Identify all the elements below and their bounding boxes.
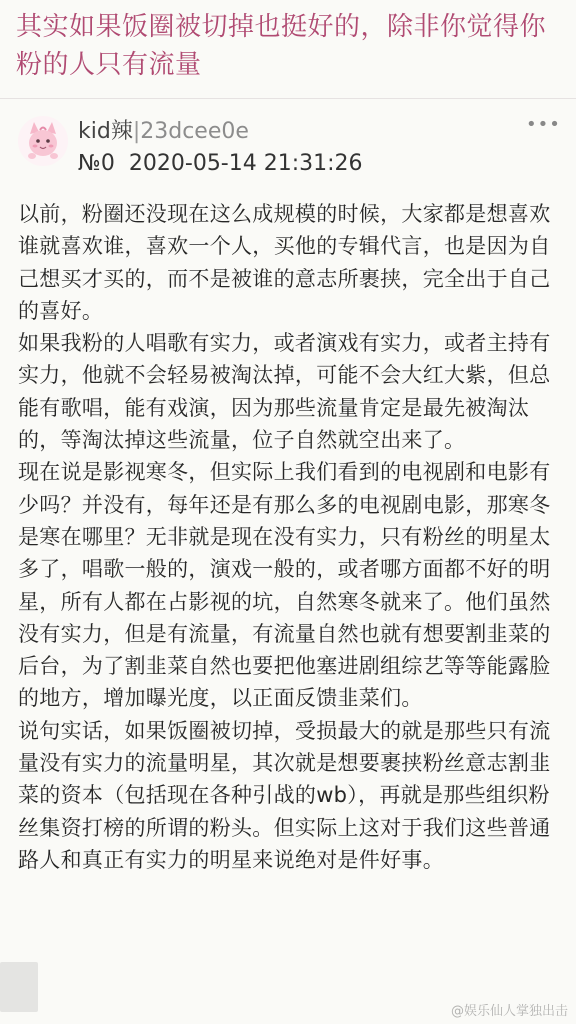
body-paragraph: 以前，粉圈还没现在这么成规模的时候，大家都是想喜欢谁就喜欢谁，喜欢一个人，买他的专辑代言，也是因为自己想买才买的，而不是被谁的意志所裹挟，完全出于自己的喜好。	[18, 202, 551, 323]
watermark: @娱乐仙人掌独出击	[450, 1004, 568, 1019]
author-line	[78, 118, 249, 146]
body-paragraph: 如果我粉的人唱歌有实力，或者演戏有实力，或者主持有实力，他就不会轻易被淘汰掉，可能不会大红大紫，但总能有歌唱，能有戏演，因为那些流量肯定是最先被淘汰的，等淘汰掉这些流量，位子自然就空出来了。	[18, 331, 551, 453]
clefairy-avatar-icon	[18, 116, 68, 166]
author-separator: |	[132, 119, 141, 144]
more-dots-icon[interactable]: •••	[526, 114, 561, 135]
avatar[interactable]	[18, 116, 68, 166]
post-header	[16, 112, 560, 186]
author-name[interactable]: kid辣	[78, 119, 133, 144]
post-timestamp: 2020-05-14 21:31:26	[128, 151, 363, 176]
scroll-handle[interactable]	[0, 962, 38, 1012]
post-meta	[78, 150, 363, 178]
floor-number: №0	[78, 151, 115, 176]
title-divider	[0, 98, 576, 99]
author-id: 23dcee0e	[140, 119, 249, 144]
body-paragraph: 现在说是影视寒冬，但实际上我们看到的电视剧和电影有少吗？并没有，每年还是有那么多的电视剧电影，那寒冬是寒在哪里？无非就是现在没有实力，只有粉丝的明星太多了，唱歌一般的，演戏一般的，或者哪方面都不好的明星，所有人都在占影视的坑，自然寒冬就来了。他们虽然没有实力，但是有流量，有流量自然也就有想要割韭菜的后台，为了割韭菜自然也要把他塞进剧组综艺等等能露脸的地方，增加曝光度，以正面反馈韭菜们。	[18, 460, 551, 711]
post-title: 其实如果饭圈被切掉也挺好的，除非你觉得你粉的人只有流量	[16, 12, 547, 80]
body-paragraph: 说句实话，如果饭圈被切掉，受损最大的就是那些只有流量没有实力的流量明星，其次就是想要裹挟粉丝意志割韭菜的资本（包括现在各种引战的wb），再就是那些组织粉丝集资打榜的所谓的粉头。但实际上这对于我们这些普通路人和真正有实力的明星来说绝对是件好事。	[18, 718, 551, 872]
post-body	[18, 198, 560, 876]
